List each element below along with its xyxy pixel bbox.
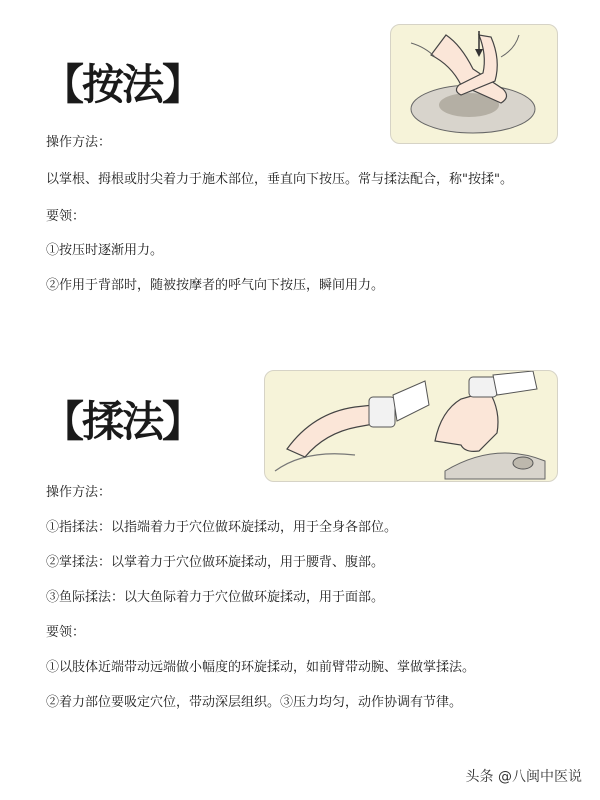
section-title-an-fa: 【按法】 xyxy=(42,60,203,109)
method-label: 操作方法： xyxy=(46,135,112,150)
pressing-hands-icon xyxy=(391,25,557,143)
section-title-rou-fa: 【揉法】 xyxy=(42,397,203,446)
key-point: ①按压时逐渐用力。 xyxy=(46,243,164,258)
method-text: ②掌揉法：以掌着力于穴位做环旋揉动，用于腰背、腹部。 xyxy=(46,555,385,570)
kneading-hands-icon xyxy=(265,371,557,481)
key-label: 要领： xyxy=(46,625,86,640)
key-point: ②作用于背部时，随被按摩者的呼气向下按压，瞬间用力。 xyxy=(46,278,385,293)
kneading-illustration xyxy=(264,370,558,482)
key-point: ①以肢体近端带动远端做小幅度的环旋揉动，如前臂带动腕、掌做掌揉法。 xyxy=(46,660,476,675)
method-text: 以掌根、拇根或肘尖着力于施术部位，垂直向下按压。常与揉法配合，称"按揉"。 xyxy=(46,172,513,187)
watermark: 头条 @八闽中医说 xyxy=(465,769,582,785)
method-label: 操作方法： xyxy=(46,485,112,500)
method-text: ①指揉法：以指端着力于穴位做环旋揉动，用于全身各部位。 xyxy=(46,520,398,535)
key-label: 要领： xyxy=(46,209,86,224)
method-text: ③鱼际揉法：以大鱼际着力于穴位做环旋揉动，用于面部。 xyxy=(46,590,385,605)
pressing-illustration xyxy=(390,24,558,144)
key-point: ②着力部位要吸定穴位，带动深层组织。③压力均匀，动作协调有节律。 xyxy=(46,695,463,710)
